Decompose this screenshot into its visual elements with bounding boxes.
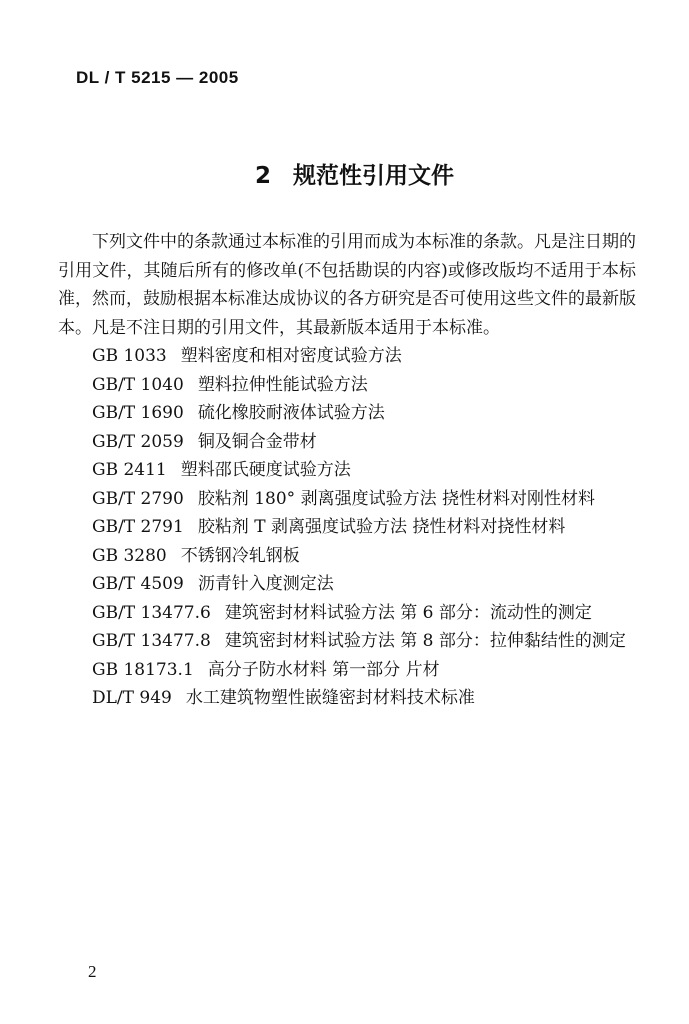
reference-title: 高分子防水材料 第一部分 片材: [207, 659, 440, 680]
reference-item: [58, 599, 636, 628]
reference-item: [58, 656, 636, 685]
reference-code: GB/T 2790: [92, 488, 184, 509]
reference-title: 不锈钢冷轧钢板: [180, 545, 300, 566]
reference-code: GB/T 1690: [92, 403, 184, 423]
reference-code: GB 2411: [92, 460, 167, 480]
reference-code: GB 3280: [92, 545, 167, 566]
reference-code: GB/T 4509: [92, 574, 184, 594]
reference-title: 沥青针入度测定法: [197, 574, 334, 594]
reference-title: 胶粘剂 180° 剥离强度试验方法 挠性材料对刚性材料: [197, 488, 595, 509]
reference-item: [58, 627, 636, 656]
reference-item: [58, 342, 636, 371]
reference-item: [58, 542, 636, 571]
reference-code: GB 18173.1: [92, 659, 194, 680]
reference-code: GB/T 1040: [92, 374, 184, 395]
reference-list: [58, 342, 636, 713]
reference-title: 塑料拉伸性能试验方法: [197, 374, 368, 395]
intro-paragraph: 下列文件中的条款通过本标准的引用而成为本标准的条款。凡是注日期的引用文件，其随后所有的修改单(不包括勘误的内容)或修改版均不适用于本标准，然而，鼓励根据本标准达成协议的各方研究是否可使用这些文件的最新版本。凡是不注日期的引用文件，其最新版本适用于本标准。: [58, 232, 636, 338]
reference-title: 建筑密封材料试验方法 第 8 部分：拉伸黏结性的测定: [224, 631, 626, 651]
reference-item: [58, 570, 636, 599]
reference-code: GB/T 2059: [92, 431, 184, 452]
reference-code: GB 1033: [92, 346, 167, 366]
standard-header: DL / T 5215 — 2005: [76, 68, 239, 87]
reference-title: 建筑密封材料试验方法 第 6 部分：流动性的测定: [224, 602, 592, 623]
reference-item: [58, 456, 636, 485]
reference-title: 铜及铜合金带材: [197, 431, 317, 452]
reference-item: [58, 371, 636, 400]
reference-title: 硫化橡胶耐液体试验方法: [197, 403, 385, 423]
reference-title: 胶粘剂 T 剥离强度试验方法 挠性材料对挠性材料: [197, 517, 566, 537]
reference-item: [58, 428, 636, 457]
page-number: 2: [88, 962, 97, 981]
reference-item: [58, 485, 636, 514]
reference-item: [58, 684, 636, 713]
reference-code: GB/T 13477.8: [92, 631, 211, 651]
reference-item: [58, 513, 636, 542]
section-title: [0, 157, 689, 190]
section-title-text: 规范性引用文件: [293, 163, 454, 189]
reference-code: DL/T 949: [92, 688, 172, 708]
reference-item: [58, 399, 636, 428]
reference-code: GB/T 2791: [92, 517, 184, 537]
document-body: [58, 228, 636, 713]
reference-code: GB/T 13477.6: [92, 602, 211, 623]
reference-title: 塑料邵氏硬度试验方法: [180, 460, 351, 480]
reference-title: 水工建筑物塑性嵌缝密封材料技术标准: [185, 688, 475, 708]
section-number: 2: [254, 163, 271, 189]
reference-title: 塑料密度和相对密度试验方法: [180, 346, 402, 366]
